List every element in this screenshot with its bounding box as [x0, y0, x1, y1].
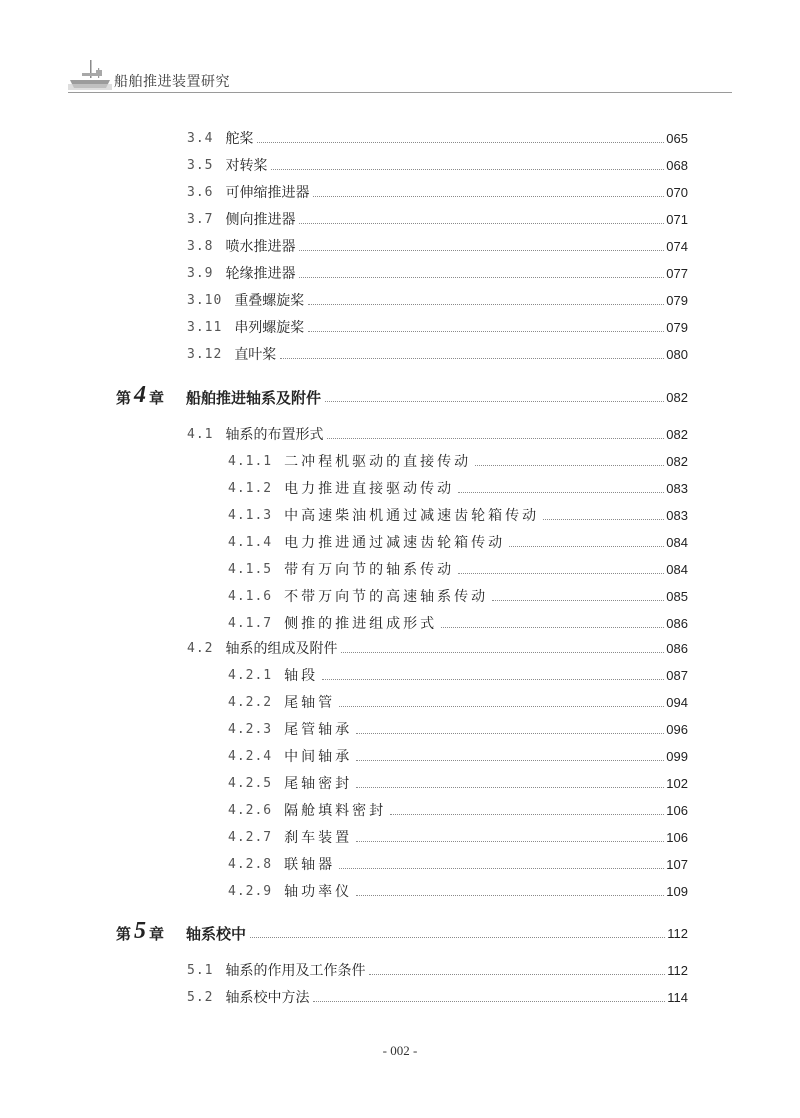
toc-entry[interactable]	[187, 128, 688, 148]
section-number: 4.2.7	[228, 830, 273, 845]
toc-entry[interactable]	[187, 960, 688, 980]
page-ref: 083	[666, 508, 688, 523]
chapter-title: 船舶推进轴系及附件	[186, 389, 322, 407]
page-ref: 071	[666, 212, 688, 227]
toc-entry[interactable]	[228, 719, 688, 739]
section-number: 3.10	[187, 293, 223, 308]
dot-leader	[339, 868, 664, 869]
chapter-suffix: 章	[149, 925, 165, 943]
dot-leader	[492, 600, 664, 601]
page-ref: 099	[666, 749, 688, 764]
chapter-label	[116, 919, 164, 943]
section-number: 5.2	[187, 990, 214, 1005]
page-ref: 087	[666, 668, 688, 683]
toc-entry[interactable]	[187, 155, 688, 175]
toc-entry[interactable]	[228, 559, 688, 579]
section-number: 4.2.6	[228, 803, 273, 818]
section-title: 侧推的推进组成形式	[284, 616, 438, 632]
section-number: 3.4	[187, 131, 214, 146]
chapter-number: 4	[134, 382, 147, 408]
dot-leader	[250, 937, 665, 938]
section-number: 4.1.4	[228, 535, 273, 550]
section-number: 4.2.8	[228, 857, 273, 872]
dot-leader	[313, 196, 664, 197]
page-ref: 079	[666, 293, 688, 308]
section-title: 可伸缩推进器	[225, 185, 310, 201]
toc-entry[interactable]	[228, 478, 688, 498]
toc-entry[interactable]	[228, 854, 688, 874]
section-title: 轴系的组成及附件	[225, 641, 338, 657]
section-title: 尾轴密封	[284, 776, 353, 792]
page-ref: 112	[667, 926, 688, 941]
dot-leader	[299, 223, 664, 224]
page-ref: 086	[666, 641, 688, 656]
section-number: 4.2.5	[228, 776, 273, 791]
section-title: 轴段	[284, 668, 319, 684]
page-ref: 079	[666, 320, 688, 335]
page-number: - 002 -	[382, 1043, 418, 1058]
section-title: 轴系的布置形式	[225, 427, 324, 443]
dot-leader	[271, 169, 664, 170]
section-number: 4.1.2	[228, 481, 273, 496]
page-ref: 096	[666, 722, 688, 737]
page-ref: 083	[666, 481, 688, 496]
toc-entry[interactable]	[187, 317, 688, 337]
running-header	[68, 58, 468, 94]
dot-leader	[458, 492, 664, 493]
toc-entry[interactable]	[187, 987, 688, 1007]
chapter-suffix: 章	[149, 389, 165, 407]
chapter-title: 轴系校中	[186, 925, 247, 943]
ship-icon	[68, 58, 112, 92]
dot-leader	[327, 438, 664, 439]
dot-leader	[322, 679, 664, 680]
toc-entry[interactable]	[228, 532, 688, 552]
dot-leader	[475, 465, 664, 466]
toc-entry[interactable]	[228, 613, 688, 633]
page-ref: 102	[666, 776, 688, 791]
section-number: 4.2.4	[228, 749, 273, 764]
section-title: 中高速柴油机通过减速齿轮箱传动	[284, 508, 540, 524]
toc-entry[interactable]	[228, 586, 688, 606]
dot-leader	[356, 760, 664, 761]
dot-leader	[441, 627, 664, 628]
toc-entry[interactable]	[228, 451, 688, 471]
chapter-prefix: 第	[116, 389, 132, 407]
dot-leader	[299, 250, 664, 251]
section-title: 刹车装置	[284, 830, 353, 846]
toc-entry[interactable]	[187, 344, 688, 364]
section-title: 联轴器	[284, 857, 336, 873]
dot-leader	[543, 519, 664, 520]
section-title: 轴系校中方法	[225, 990, 310, 1006]
toc-entry[interactable]	[228, 746, 688, 766]
section-number: 4.1.7	[228, 616, 273, 631]
section-number: 4.2	[187, 641, 214, 656]
section-title: 舵桨	[225, 131, 254, 147]
page-ref: 082	[666, 390, 688, 405]
toc-entry[interactable]	[187, 638, 688, 658]
page-ref: 065	[666, 131, 688, 146]
section-title: 轴系的作用及工作条件	[225, 963, 366, 979]
section-title: 中间轴承	[284, 749, 353, 765]
toc-entry[interactable]	[187, 236, 688, 256]
dot-leader	[458, 573, 664, 574]
section-number: 3.7	[187, 212, 214, 227]
section-title: 带有万向节的轴系传动	[284, 562, 455, 578]
toc-entry[interactable]	[187, 209, 688, 229]
page-ref: 094	[666, 695, 688, 710]
section-number: 4.2.3	[228, 722, 273, 737]
toc-entry[interactable]	[228, 692, 688, 712]
toc-chapter-row[interactable]	[116, 381, 688, 407]
page-ref: 070	[666, 185, 688, 200]
toc-entry[interactable]	[228, 800, 688, 820]
section-number: 4.1.3	[228, 508, 273, 523]
page-ref: 074	[666, 239, 688, 254]
header-rule	[68, 92, 732, 93]
section-number: 3.5	[187, 158, 214, 173]
page-ref: 068	[666, 158, 688, 173]
page-ref: 114	[667, 990, 688, 1005]
section-title: 尾管轴承	[284, 722, 353, 738]
dot-leader	[280, 358, 664, 359]
dot-leader	[325, 401, 664, 402]
dot-leader	[299, 277, 664, 278]
section-number: 4.1.5	[228, 562, 273, 577]
dot-leader	[313, 1001, 665, 1002]
section-number: 4.1	[187, 427, 214, 442]
chapter-number: 5	[134, 918, 147, 944]
section-number: 4.2.9	[228, 884, 273, 899]
toc-entry[interactable]	[187, 290, 688, 310]
section-title: 二冲程机驱动的直接传动	[284, 454, 472, 470]
section-title: 不带万向节的高速轴系传动	[284, 589, 489, 605]
toc-entry[interactable]	[187, 182, 688, 202]
section-title: 电力推进通过减速齿轮箱传动	[284, 535, 506, 551]
page-ref: 106	[666, 830, 688, 845]
dot-leader	[356, 895, 664, 896]
page-ref: 082	[666, 454, 688, 469]
section-number: 4.1.6	[228, 589, 273, 604]
page-ref: 080	[666, 347, 688, 362]
page-ref: 086	[666, 616, 688, 631]
section-number: 3.9	[187, 266, 214, 281]
section-number: 4.1.1	[228, 454, 273, 469]
toc-entry[interactable]	[228, 505, 688, 525]
section-number: 5.1	[187, 963, 214, 978]
toc-entry[interactable]	[228, 827, 688, 847]
page-ref: 082	[666, 427, 688, 442]
page-ref: 077	[666, 266, 688, 281]
dot-leader	[341, 652, 664, 653]
section-number: 3.12	[187, 347, 223, 362]
section-number: 4.2.1	[228, 668, 273, 683]
toc-entry[interactable]	[187, 424, 688, 444]
page-ref: 084	[666, 535, 688, 550]
dot-leader	[509, 546, 664, 547]
dot-leader	[390, 814, 664, 815]
section-title: 轮缘推进器	[225, 266, 296, 282]
section-number: 4.2.2	[228, 695, 273, 710]
toc-entry[interactable]	[228, 881, 688, 901]
section-title: 尾轴管	[284, 695, 336, 711]
chapter-label	[116, 383, 164, 407]
section-title: 对转桨	[225, 158, 268, 174]
page-ref: 112	[667, 963, 688, 978]
section-title: 隔舱填料密封	[284, 803, 387, 819]
section-title: 电力推进直接驱动传动	[284, 481, 455, 497]
chapter-prefix: 第	[116, 925, 132, 943]
section-number: 3.6	[187, 185, 214, 200]
dot-leader	[308, 331, 664, 332]
section-title: 直叶桨	[234, 347, 277, 363]
toc-entry[interactable]	[228, 665, 688, 685]
toc-entry[interactable]	[187, 263, 688, 283]
dot-leader	[369, 974, 665, 975]
section-number: 3.8	[187, 239, 214, 254]
section-title: 侧向推进器	[225, 212, 296, 228]
dot-leader	[339, 706, 664, 707]
dot-leader	[257, 142, 664, 143]
toc-entry[interactable]	[228, 773, 688, 793]
section-number: 3.11	[187, 320, 223, 335]
header-title: 船舶推进装置研究	[114, 74, 230, 90]
page-ref: 106	[666, 803, 688, 818]
page-ref: 085	[666, 589, 688, 604]
page-ref: 084	[666, 562, 688, 577]
dot-leader	[356, 787, 664, 788]
page-ref: 107	[666, 857, 688, 872]
section-title: 喷水推进器	[225, 239, 296, 255]
section-title: 轴功率仪	[284, 884, 353, 900]
toc-chapter-row[interactable]	[116, 917, 688, 943]
dot-leader	[356, 841, 664, 842]
dot-leader	[356, 733, 664, 734]
section-title: 串列螺旋桨	[234, 320, 305, 336]
section-title: 重叠螺旋桨	[234, 293, 305, 309]
page-ref: 109	[666, 884, 688, 899]
dot-leader	[308, 304, 664, 305]
